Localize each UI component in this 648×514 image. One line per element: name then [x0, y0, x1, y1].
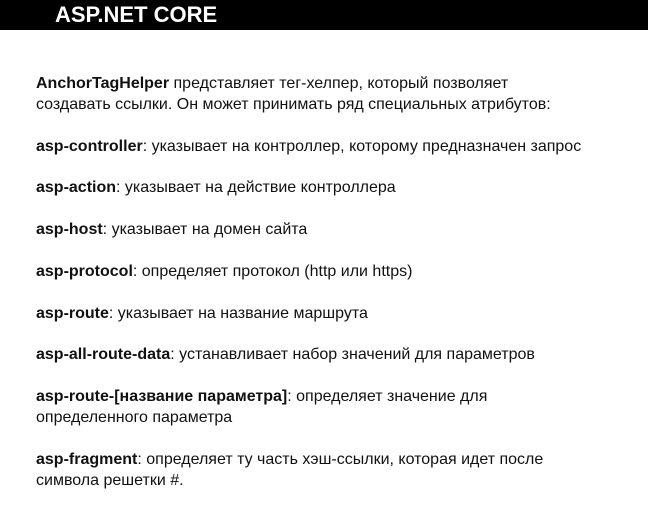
attribute-description: : указывает на домен сайта	[102, 221, 308, 238]
intro-paragraph	[36, 73, 551, 115]
attribute-item-asp-all-route-data	[36, 344, 535, 365]
attribute-name: asp-host	[36, 221, 103, 238]
attribute-item-asp-route-param	[36, 386, 487, 428]
attribute-name: asp-all-route-data	[36, 346, 171, 363]
attribute-name: asp-action	[36, 179, 117, 196]
attribute-name: asp-fragment	[36, 451, 138, 468]
intro-line-2: создавать ссылки. Он может принимать ряд специальных атрибутов:	[36, 96, 551, 113]
attribute-name: asp-protocol	[36, 263, 133, 280]
attribute-description: : устанавливает набор значений для параметров	[170, 346, 535, 363]
intro-line-1	[36, 73, 551, 94]
attribute-name: asp-route	[36, 305, 109, 322]
attribute-name: asp-route-[название параметра]	[36, 388, 288, 405]
attribute-line-1	[36, 449, 543, 470]
attribute-description: : указывает на контроллер, которому предназначен запрос	[142, 138, 582, 155]
attribute-item-asp-host	[36, 219, 307, 240]
attribute-name: asp-controller	[36, 138, 143, 155]
attribute-description: : определяет протокол (http или https)	[132, 263, 413, 280]
attribute-item-asp-controller	[36, 136, 581, 157]
attribute-description: : указывает на название маршрута	[108, 305, 368, 322]
attribute-item-asp-protocol	[36, 261, 412, 282]
attribute-description: : определяет значение для	[287, 388, 488, 405]
page-title: ASP.NET CORE	[55, 2, 218, 27]
attribute-description: : указывает на действие контроллера	[116, 179, 396, 196]
attribute-description-line-2: определенного параметра	[36, 409, 233, 426]
attribute-description-line-2: символа решетки #.	[36, 472, 184, 489]
attribute-line-1	[36, 386, 487, 407]
header-bar	[0, 0, 648, 30]
attribute-item-asp-action	[36, 177, 396, 198]
intro-term: AnchorTagHelper	[36, 75, 170, 92]
attribute-description: : определяет ту часть хэш-ссылки, которая идет после	[137, 451, 544, 468]
attribute-item-asp-route	[36, 303, 368, 324]
intro-line-1-text: представляет тег-хелпер, который позволяет	[169, 75, 509, 92]
attribute-item-asp-fragment	[36, 449, 543, 491]
